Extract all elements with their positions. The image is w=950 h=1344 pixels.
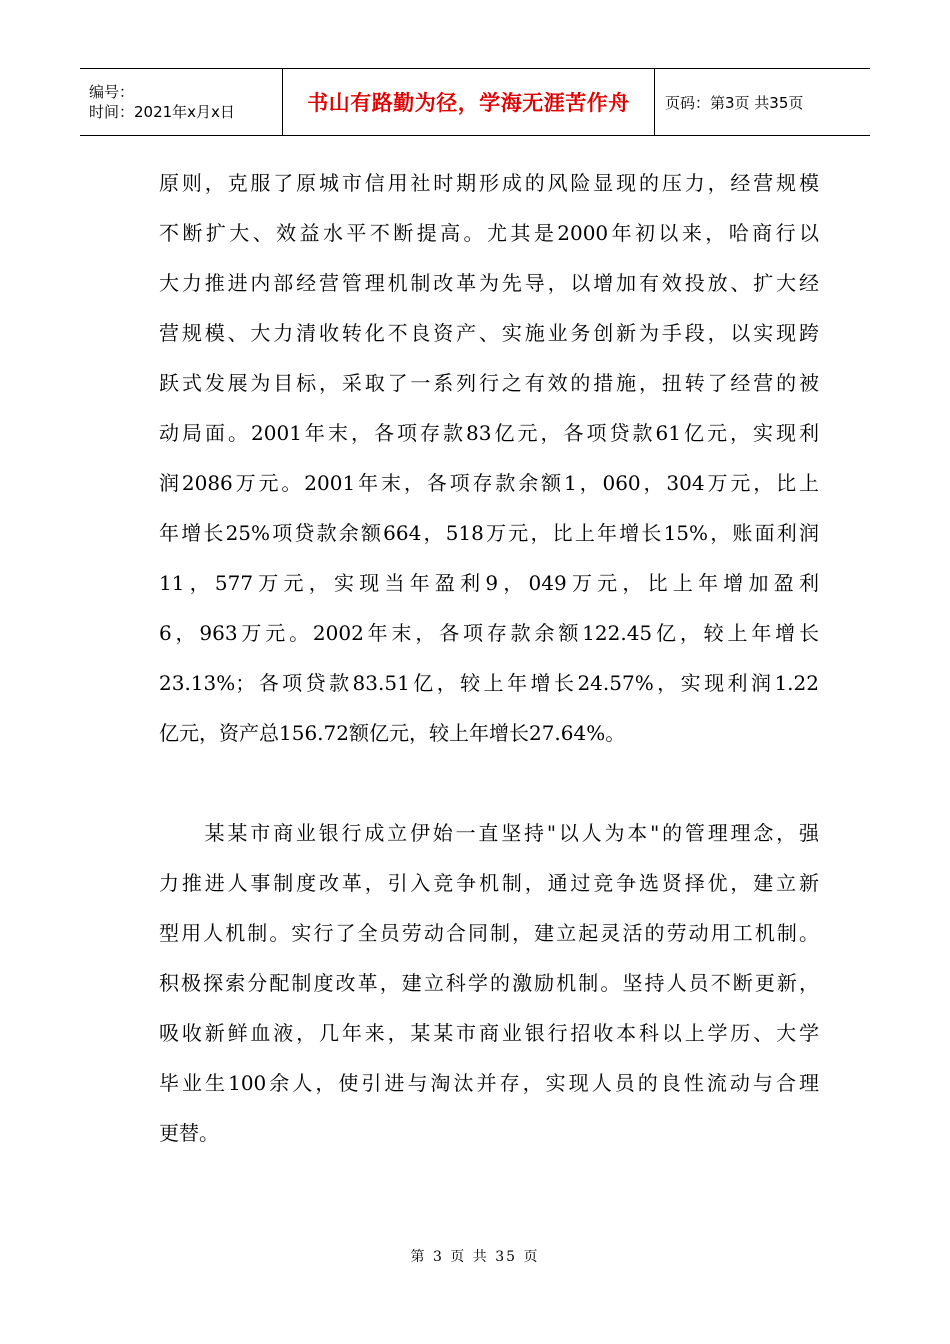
page-footer: 第 3 页 共 35 页 <box>410 1249 540 1265</box>
paragraph-line: 原则，克服了原城市信用社时期形成的风险显现的压力，经营规模 <box>159 171 819 195</box>
paragraph-line: 大力推进内部经营管理机制改革为先导，以增加有效投放、扩大经 <box>159 271 819 295</box>
page-header <box>80 68 870 136</box>
paragraph-line: 亿元，资产总156.72额亿元，较上年增长27.64%。 <box>159 721 626 745</box>
paragraph-2 <box>159 808 819 1158</box>
header-page-info: 页码：第3页 共35页 <box>665 93 804 112</box>
paragraph-line: 动局面。2001年末，各项存款83亿元，各项贷款61亿元，实现利 <box>159 421 819 445</box>
paragraph-line: 不断扩大、效益水平不断提高。尤其是2000年初以来，哈商行以 <box>159 221 819 245</box>
paragraph-line: 毕业生100余人，使引进与淘汰并存，实现人员的良性流动与合理 <box>159 1071 819 1095</box>
paragraph-line: 积极探索分配制度改革，建立科学的激励机制。坚持人员不断更新， <box>159 971 819 995</box>
paragraph-line: 11，577万元，实现当年盈利9，049万元，比上年增加盈利 <box>159 571 819 595</box>
paragraph-line: 跃式发展为目标，采取了一系列行之有效的措施，扭转了经营的被 <box>159 371 819 395</box>
header-meta <box>80 69 283 135</box>
time-label: 时间：2021年x月x日 <box>89 103 235 121</box>
code-label: 编号： <box>89 83 135 101</box>
paragraph-1 <box>159 158 819 758</box>
header-motto: 书山有路勤为径，学海无涯苦作舟 <box>283 69 655 135</box>
paragraph-gap <box>159 758 819 808</box>
paragraph-line: 年增长25%项贷款余额664，518万元，比上年增长15%，账面利润 <box>159 521 819 545</box>
paragraph-line: 力推进人事制度改革，引入竞争机制，通过竞争选贤择优，建立新 <box>159 871 819 895</box>
paragraph-line: 6，963万元。2002年末，各项存款余额122.45亿，较上年增长 <box>159 621 819 645</box>
paragraph-line: 23.13%；各项贷款83.51亿，较上年增长24.57%，实现利润1.22 <box>159 671 819 695</box>
paragraph-line: 某某市商业银行成立伊始一直坚持"以人为本"的管理理念，强 <box>159 821 819 845</box>
paragraph-line: 更替。 <box>159 1121 219 1145</box>
paragraph-line: 润2086万元。2001年末，各项存款余额1，060，304万元，比上 <box>159 471 819 495</box>
document-body <box>159 158 819 1158</box>
paragraph-line: 型用人机制。实行了全员劳动合同制，建立起灵活的劳动用工机制。 <box>159 921 819 945</box>
paragraph-line: 吸收新鲜血液，几年来，某某市商业银行招收本科以上学历、大学 <box>159 1021 819 1045</box>
paragraph-line: 营规模、大力清收转化不良资产、实施业务创新为手段，以实现跨 <box>159 321 819 345</box>
